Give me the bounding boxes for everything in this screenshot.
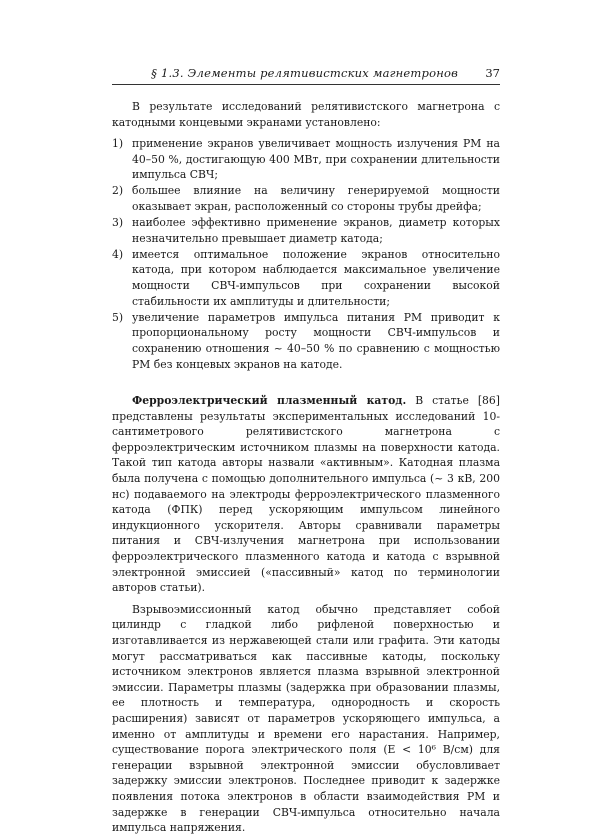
page-number: 37 bbox=[485, 66, 500, 80]
list-item-text: наиболее эффективно применение экранов, диаметр которых незначительно превышает диаметр катода; bbox=[132, 216, 500, 245]
section-title: § 1.3. Элементы релятивистских магнетронов bbox=[151, 66, 458, 80]
section-paragraph-2: Взрывоэмиссионный катод обычно представляет собой цилиндр с гладкой либо рифленой поверхностью и изготавливается из нержавеющей стали или графита. Эти катоды могут рассматриваться как пассивные катоды, поскольку источником электронов является плазма взрывной электронной эмиссии. Параметры плазмы (задержка при образовании плазмы, ее плотность и температура, однородность и скорость расширения) зависят от параметров ускоряющего импульса, а именно от амплитуды и времени его нарастания. Например, существование порога электрического поля (E < 10⁶ В/см) для генерации взрывной электронной эмиссии обусловливает задержку эмиссии электронов. Последнее приводит к задержке появления потока электронов в области взаимодействия РМ и задержке в генерации СВЧ-импульса относительно начала импульса напряжения. bbox=[112, 602, 500, 835]
list-item-number: 2) bbox=[112, 184, 124, 198]
list-item bbox=[112, 136, 500, 183]
running-head bbox=[112, 64, 500, 85]
body-text bbox=[112, 99, 500, 836]
intro-paragraph: В результате исследований релятивистского магнетрона с катодными концевыми экранами установлено: bbox=[112, 100, 500, 129]
list-item-number: 4) bbox=[112, 247, 124, 261]
list-item bbox=[112, 247, 500, 309]
list-item-text: большее влияние на величину генерируемой мощности оказывает экран, расположенный со стороны трубы дрейфа; bbox=[132, 184, 500, 214]
list-item-text: имеется оптимальное положение экранов относительно катода, при котором наблюдается максимальное увеличение мощности СВЧ-импульсов при сохранении высокой стабильности их амплитуды и длительности; bbox=[132, 247, 500, 308]
list-item-number: 1) bbox=[112, 137, 124, 151]
paragraph-1-text: В статье [86] представлены результаты экспериментальных исследований 10-сантиметрового релятивистского магнетрона с ферроэлектрическим источником плазмы на поверхности катода. Такой тип катода авторы назвали «активным». Катодная плазма была получена с помощью дополнительного импульса (~ 3 кВ, 200 нс) подаваемого на электроды ферроэлектрического плазменного катода (ФПК) перед ускоряющим импульсом линейного индукционного ускорителя. Авторы сравнивали параметры питания и СВЧ-излучения магнетрона при использовании ферроэлектрического плазменного катода и катода с взрывной электронной эмиссией («пассивный» катод по терминологии авторов статьи). bbox=[112, 394, 500, 595]
list-item-number: 3) bbox=[112, 216, 124, 230]
list-item-text: увеличение параметров импульса питания РМ приводит к пропорциональному росту мощности СВЧ-импульсов и сохранению отношения ~ 40–50 % по сравнению с мощностью РМ без концевых экранов на катоде. bbox=[132, 310, 500, 371]
list-item bbox=[112, 183, 500, 214]
list-item-text: применение экранов увеличивает мощность излучения РМ на 40–50 %, достигающую 400 МВт, при сохранении длительности импульса СВЧ; bbox=[132, 137, 500, 182]
list-item-number: 5) bbox=[112, 310, 124, 324]
results-list bbox=[112, 136, 500, 372]
list-item bbox=[112, 310, 500, 372]
section-paragraph-1 bbox=[112, 393, 500, 596]
section-heading: Ферроэлектрический плазменный катод. bbox=[132, 394, 407, 408]
list-item bbox=[112, 215, 500, 246]
